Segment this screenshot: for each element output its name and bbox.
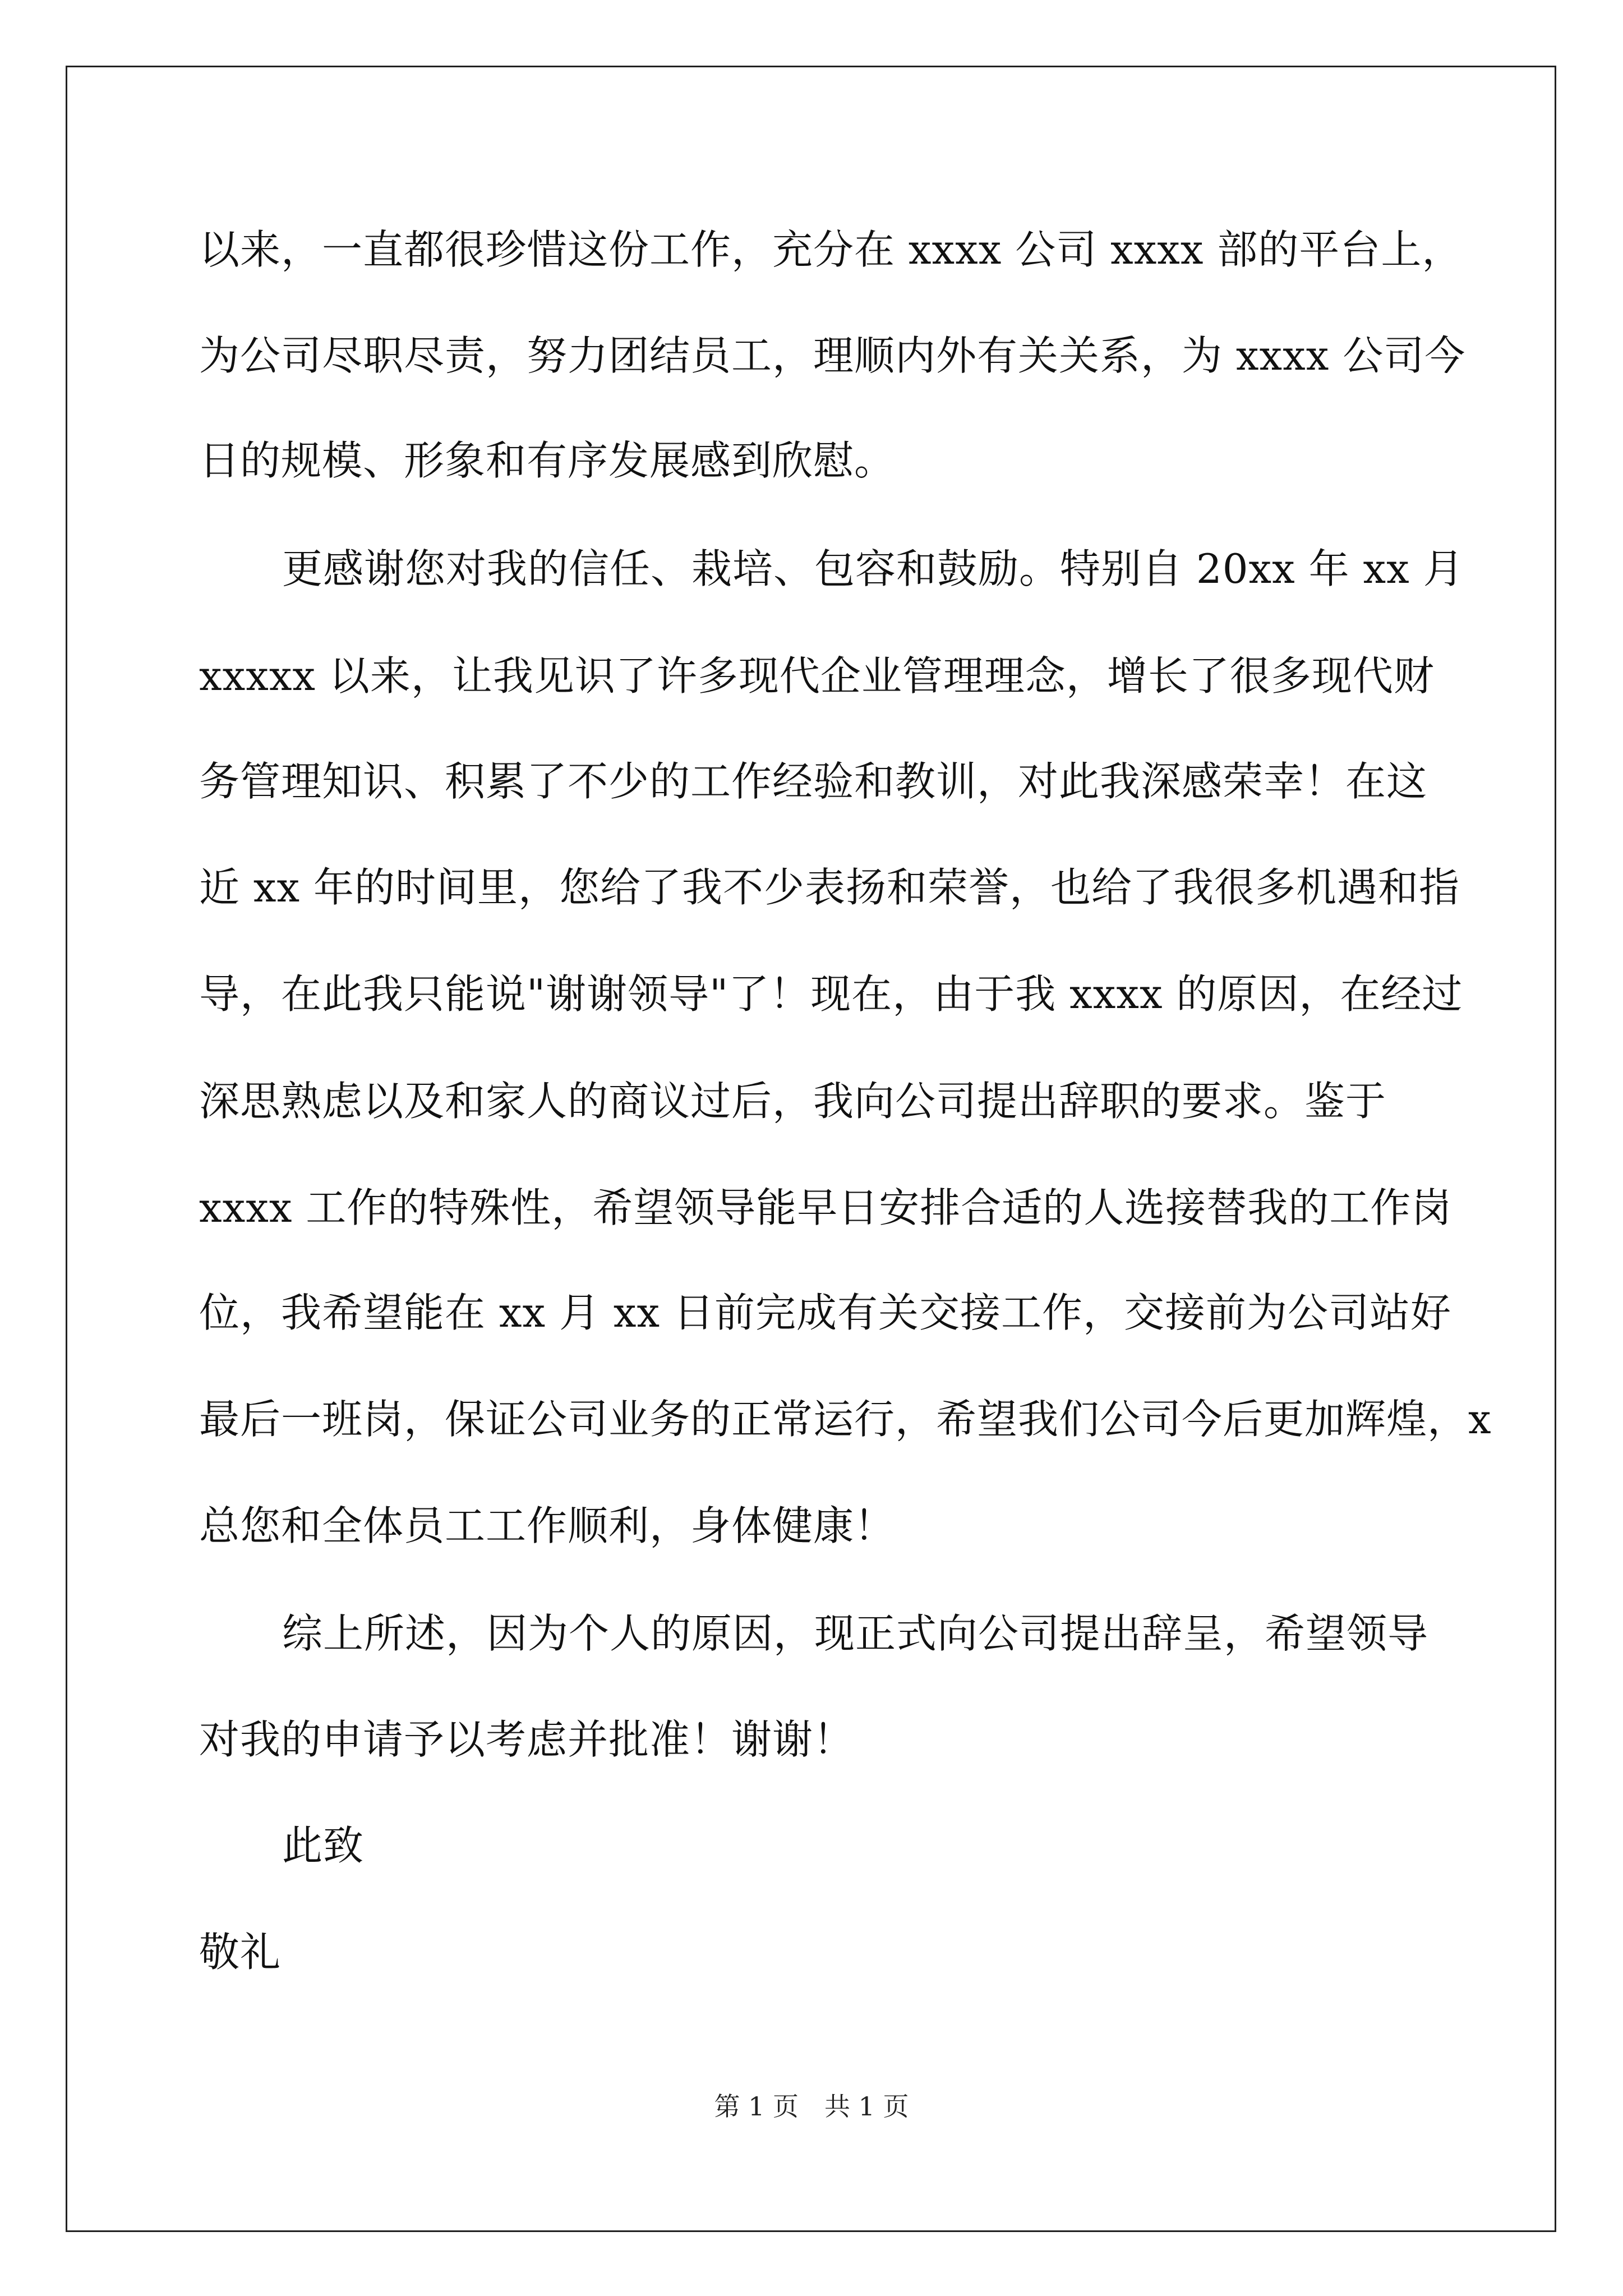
text-line: 最后一班岗，保证公司业务的正常运行，希望我们公司今后更加辉煌，x xyxy=(199,1396,1492,1443)
text-line: xxxx 工作的特殊性，希望领导能早日安排合适的人选接替我的工作岗 xyxy=(199,1184,1453,1231)
text-line: 深思熟虑以及和家人的商议过后，我向公司提出辞职的要求。鉴于 xyxy=(199,1078,1387,1125)
text-line: 总您和全体员工工作顺利，身体健康！ xyxy=(199,1502,896,1549)
text-line: 近 xx 年的时间里，您给了我不少表扬和荣誉，也给了我很多机遇和指 xyxy=(199,864,1460,911)
text-line: 日的规模、形象和有序发展感到欣慰。 xyxy=(199,437,896,484)
salutation-text: 敬礼 xyxy=(199,1929,282,1976)
text-line: 对我的申请予以考虑并批准！谢谢！ xyxy=(199,1716,855,1763)
page-number: 第 1 页 共 1 页 xyxy=(714,2091,909,2122)
text-line: 为公司尽职尽责，努力团结员工，理顺内外有关关系，为 xxxx 公司今 xyxy=(199,332,1466,379)
page-border xyxy=(66,66,1556,2232)
text-line: 导，在此我只能说"谢谢领导"了！现在，由于我 xxxx 的原因，在经过 xyxy=(199,970,1463,1018)
paragraph-first-line: 综上所述，因为个人的原因，现正式向公司提出辞呈，希望领导 xyxy=(282,1610,1429,1657)
text-line: 务管理知识、积累了不少的工作经验和教训，对此我深感荣幸！在这 xyxy=(199,758,1428,805)
paragraph-first-line: 更感谢您对我的信任、栽培、包容和鼓励。特别自 20xx 年 xx 月 xyxy=(282,545,1464,592)
text-line: 位，我希望能在 xx 月 xx 日前完成有关交接工作，交接前为公司站好 xyxy=(199,1289,1451,1336)
text-line: 以来，一直都很珍惜这份工作，充分在 xxxx 公司 xxxx 部的平台上， xyxy=(199,226,1463,273)
closing-text: 此致 xyxy=(282,1822,365,1869)
text-line: xxxxx 以来，让我见识了许多现代企业管理理念，增长了很多现代财 xyxy=(199,652,1435,700)
